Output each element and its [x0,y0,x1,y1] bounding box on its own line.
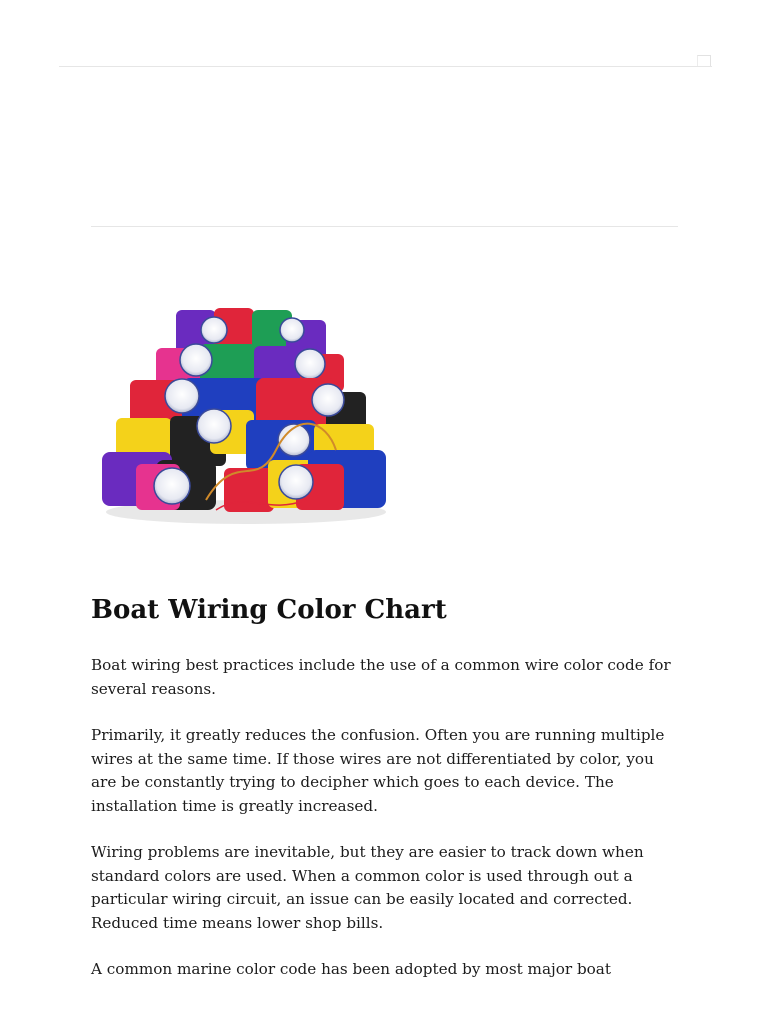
header-corner-box [697,55,711,66]
paragraph-color-code: A common marine color code has been adopted by most major boat [91,960,611,978]
content-divider [91,226,678,227]
paragraph-confusion: Primarily, it greatly reduces the confusion. Often you are running multiple wires at the same time. If those wires are not differentiated by color, you are be constantly trying to decipher which goes to each device. The installation time is greatly increased. [91,726,665,815]
wire-spools-image [96,300,398,526]
article-title: Boat Wiring Color Chart [91,595,447,625]
paragraph-intro: Boat wiring best practices include the use of a common wire color code for several reasons. [91,656,671,698]
article-body [91,588,681,1005]
paragraph-troubleshooting: Wiring problems are inevitable, but they are easier to track down when standard colors are used. When a common color is used through out a particular wiring circuit, an issue can be easily located and corrected. Reduced time means lower shop bills. [91,843,644,932]
spool-front-row [102,450,386,512]
ad-slot [91,80,678,220]
header-divider [59,66,712,67]
